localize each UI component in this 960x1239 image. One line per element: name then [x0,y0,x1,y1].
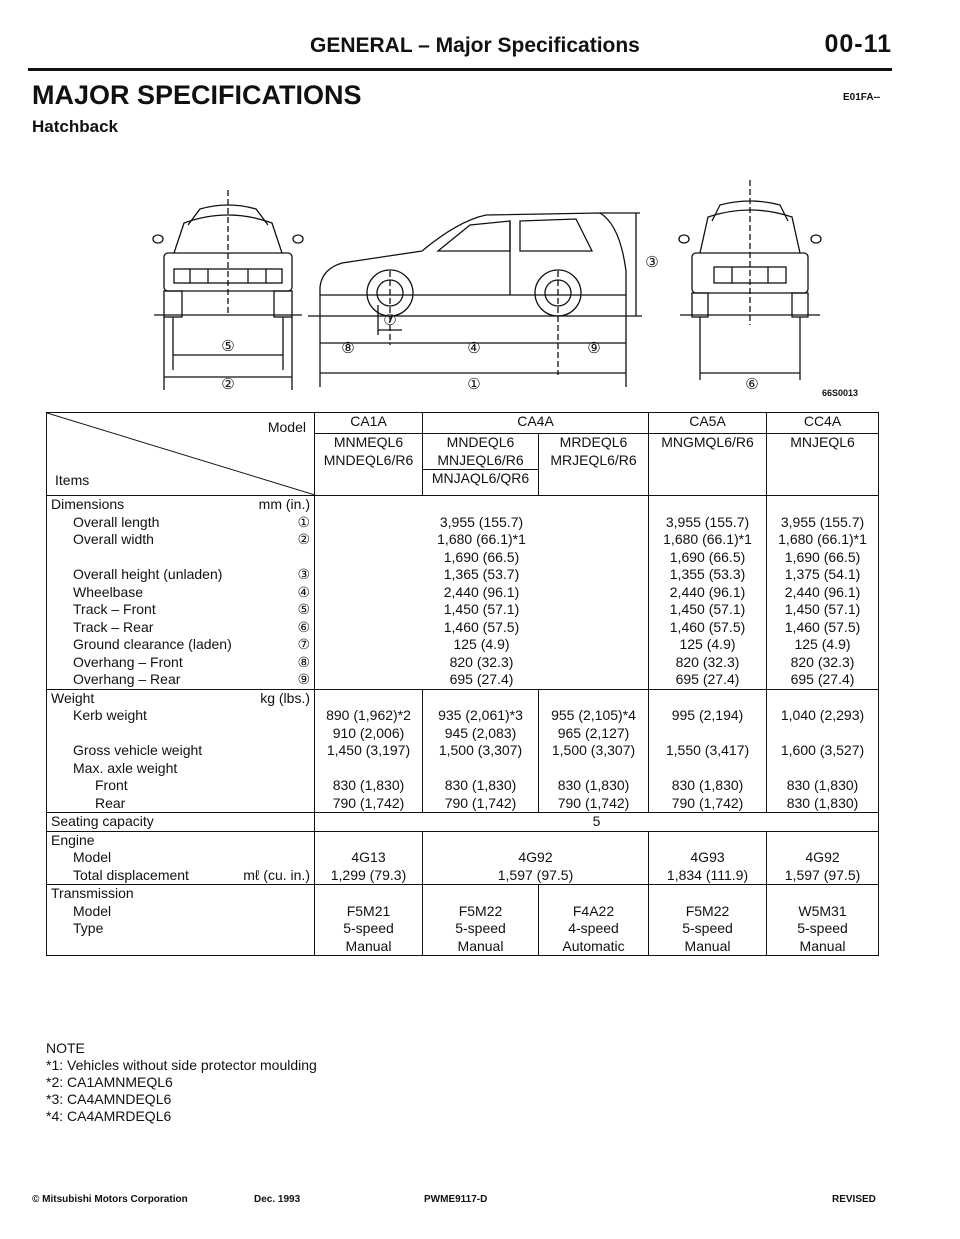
weight-value: 995 (2,194) [671,707,744,723]
dim-value: 1,690 (66.5) [669,548,746,565]
gross-weight-label: Gross vehicle weight [73,742,203,758]
dim-value: 820 (32.3) [790,653,855,670]
section-title: GENERAL – Major Specifications [310,34,640,57]
dim-value: 3,955 (155.7) [665,513,750,530]
transmission-kind: Manual [684,937,731,954]
dim-label: Ground clearance (laden) [73,636,232,652]
transmission-ca5a [649,885,767,956]
transmission-speeds: 5-speed [455,920,506,936]
dimensions-cc4a [767,496,879,690]
notes-section [46,1040,317,1125]
transmission-title: Transmission [51,885,134,901]
dim-label: Overhang – Rear [73,671,181,687]
weight-ca5a [649,689,767,813]
transmission-model: F5M22 [458,902,503,919]
dim-label: Overall length [73,513,160,530]
weight-value: 830 (1,830) [444,777,517,793]
transmission-speeds: 5-speed [343,920,394,936]
engine-model: 4G92 [805,849,840,865]
transmission-model: F5M21 [346,902,391,919]
dim-label: Overall height (unladen) [73,566,223,582]
model-ca5a: CA5A [649,413,767,434]
weight-header [51,690,310,708]
dim-value: 1,450 (57.1) [443,601,520,617]
weight-value: 890 (1,962)*2 [326,707,411,723]
dim-value: 695 (27.4) [449,671,514,687]
diagram-label-9: ⑨ [587,339,601,357]
transmission-model: F4A22 [572,902,615,919]
weight-ca1a [315,689,423,813]
page-number: 00-11 [824,30,892,58]
weight-value: 830 (1,830) [786,777,859,793]
reference-code: E01FA-- [843,92,881,103]
dim-label: Wheelbase [73,583,144,600]
dim-value: 1,680 (66.1)*1 [778,531,867,547]
transmission-section [47,885,879,956]
page-title: MAJOR SPECIFICATIONS [32,80,362,110]
variant-ca1a [315,434,423,496]
dim-value: 1,680 (66.1)*1 [663,531,752,547]
footer-date: Dec. 1993 [254,1194,301,1205]
weight-value: 790 (1,742) [671,794,744,811]
dim-label: Overall width [73,531,154,547]
weight-value: 955 (2,105)*4 [551,707,636,723]
note-title: NOTE [46,1040,85,1056]
dim-mark: ② [297,531,310,547]
seating-row [47,813,879,832]
axle-front-label: Front [95,777,128,793]
dim-value: 820 (32.3) [675,653,740,670]
transmission-labels [47,885,315,956]
front-view-drawing [153,190,303,390]
transmission-ca1a [315,885,423,956]
model-cc4a: CC4A [767,413,879,434]
footer-doc-code: PWME9117-D [424,1194,488,1205]
weight-value: 910 (2,006) [332,724,405,741]
dim-row-overhang-rear [51,671,310,689]
engine-ca1a [315,831,423,885]
engine-cc4a [767,831,879,885]
page-header [28,28,892,71]
dimensions-ca5a [649,496,767,690]
model-row [47,413,879,434]
dim-value: 1,355 (53.3) [669,566,746,582]
dim-label: Track – Front [73,601,156,617]
diagram-label-8: ⑧ [341,339,355,357]
dim-value: 695 (27.4) [675,671,740,687]
dim-mark: ① [297,513,310,530]
transmission-ca4a-2 [539,885,649,956]
note-item: *2: CA1AMNMEQL6 [46,1074,173,1090]
dim-mark: ⑧ [297,653,310,670]
dim-value: 1,450 (57.1) [669,601,746,617]
weight-value: 830 (1,830) [671,777,744,793]
dim-row-track-rear [51,619,310,637]
figure-code: 66S0013 [822,388,859,398]
engine-displacement: 1,834 (111.9) [666,866,749,883]
dimensions-unit: mm (in.) [258,496,310,512]
transmission-speeds: 5-speed [682,920,733,936]
engine-title: Engine [51,831,95,848]
dim-row-overhang-front [51,654,310,672]
weight-value: 830 (1,830) [786,794,859,811]
variant-code: MRDEQL6 [559,434,628,451]
engine-ca4a [423,831,649,885]
weight-ca4a-1 [423,689,539,813]
dimensions-ca1a-ca4a [315,496,649,690]
displacement-label: Total displacement [73,866,189,883]
transmission-ca4a-1 [423,885,539,956]
diagram-label-6: ⑥ [745,375,759,393]
weight-unit: kg (lbs.) [260,689,310,706]
weight-section [47,689,879,813]
diagram-label-3: ③ [645,253,659,271]
transmission-kind: Manual [345,937,392,954]
variant-code: MNJEQL6/R6 [437,451,524,468]
diagram-label-4: ④ [467,339,481,357]
dim-value: 1,460 (57.5) [669,618,746,635]
dim-row-overall-height [51,566,310,584]
dim-value: 2,440 (96.1) [443,583,520,600]
weight-value: 830 (1,830) [332,777,405,793]
footer-status: REVISED [832,1194,876,1205]
dim-value: 1,375 (54.1) [784,566,861,582]
engine-displacement: 1,597 (97.5) [784,866,861,883]
model-ca4a: CA4A [423,413,649,434]
dim-value: 820 (32.3) [449,653,514,670]
dim-row-spacer [51,549,310,567]
dim-value: 1,680 (66.1)*1 [437,531,526,547]
dim-mark: ⑨ [297,671,310,687]
items-label: Items [55,471,90,488]
variant-code: MNMEQL6 [333,434,404,451]
engine-displacement: 1,597 (97.5) [497,866,574,883]
transmission-type-label: Type [73,920,104,936]
transmission-kind: Automatic [562,937,625,954]
dim-value: 125 (4.9) [679,636,736,652]
note-item: *4: CA4AMRDEQL6 [46,1108,172,1124]
weight-labels [47,689,315,813]
engine-section [47,831,879,885]
dim-value: 1,690 (66.5) [784,548,861,565]
transmission-model: F5M22 [685,902,730,919]
engine-labels [47,831,315,885]
dim-mark: ③ [297,566,310,582]
weight-value: 1,550 (3,417) [665,742,750,758]
engine-model: 4G13 [351,849,386,865]
variant-code: MNJAQL6/QR6 [423,469,538,488]
engine-model: 4G92 [518,849,553,865]
kerb-weight-label: Kerb weight [73,707,147,723]
dim-value: 1,450 (57.1) [784,601,861,617]
weight-value: 790 (1,742) [332,794,405,811]
variant-ca4a-1 [423,434,539,496]
dim-value: 1,460 (57.5) [784,618,861,635]
dim-value: 125 (4.9) [453,636,510,652]
dim-mark: ⑤ [297,601,310,617]
dimensions-title: Dimensions [51,496,125,512]
dim-value: 2,440 (96.1) [784,583,861,600]
note-item: *3: CA4AMNDEQL6 [46,1091,172,1107]
weight-value: 790 (1,742) [557,794,630,811]
dimensions-section [47,496,879,690]
weight-value: 1,600 (3,527) [780,742,865,758]
weight-value: 1,450 (3,197) [326,742,411,758]
variant-code: MRJEQL6/R6 [550,451,637,468]
axle-weight-label: Max. axle weight [73,759,178,776]
displacement-unit: mℓ (cu. in.) [243,866,310,883]
weight-value: 1,500 (3,307) [551,742,636,758]
variant-cc4a: MNJEQL6 [767,434,879,496]
weight-value: 1,500 (3,307) [438,742,523,758]
engine-model-label: Model [73,849,112,865]
dim-value: 695 (27.4) [790,671,855,687]
weight-ca4a-2 [539,689,649,813]
transmission-speeds: 4-speed [568,920,619,936]
dim-value: 125 (4.9) [794,636,851,652]
body-type-subtitle: Hatchback [32,117,118,136]
weight-cc4a [767,689,879,813]
model-label: Model [267,419,306,435]
variant-code: MNDEQL6/R6 [323,451,414,468]
dim-value: 1,365 (53.7) [443,566,520,582]
vehicle-dimension-diagram [140,175,880,405]
dim-value: 2,440 (96.1) [669,583,746,600]
diagram-label-7: ⑦ [383,311,397,329]
model-ca1a: CA1A [315,413,423,434]
transmission-kind: Manual [457,937,504,954]
footer-copyright: © Mitsubishi Motors Corporation [32,1194,188,1205]
dimensions-labels [47,496,315,690]
weight-value: 935 (2,061)*3 [438,707,523,723]
variant-ca4a-2 [539,434,649,496]
transmission-kind: Manual [799,937,846,954]
items-model-corner [47,413,315,496]
dim-label: Overhang – Front [73,653,183,670]
weight-title: Weight [51,689,95,706]
weight-value: 945 (2,083) [444,724,517,741]
transmission-speeds: 5-speed [797,920,848,936]
transmission-model: W5M31 [798,902,847,919]
engine-model: 4G93 [690,849,725,865]
dim-value: 3,955 (155.7) [780,513,865,530]
variant-ca5a: MNGMQL6/R6 [649,434,767,496]
side-view-drawing [308,213,642,387]
weight-value: 830 (1,830) [557,777,630,793]
dim-row-overall-width [51,531,310,549]
dim-value: 3,955 (155.7) [439,513,524,530]
seating-value: 5 [315,813,879,832]
transmission-cc4a [767,885,879,956]
diagram-label-1: ① [467,375,481,393]
dimensions-header [51,496,310,514]
weight-value: 790 (1,742) [444,794,517,811]
dim-value: 1,690 (66.5) [443,548,520,565]
note-item: *1: Vehicles without side protector moulding [46,1057,317,1073]
axle-rear-label: Rear [95,794,126,811]
dim-label: Track – Rear [73,618,154,635]
transmission-model-label: Model [73,902,112,919]
engine-displacement-row [51,867,310,885]
engine-displacement: 1,299 (79.3) [330,866,407,883]
dim-row-wheelbase [51,584,310,602]
dim-mark: ④ [297,583,310,600]
dim-row-overall-length [51,514,310,532]
variant-code: MNDEQL6 [446,434,515,451]
dim-row-ground-clearance [51,636,310,654]
weight-value: 965 (2,127) [557,724,630,741]
dim-mark: ⑦ [297,636,310,652]
diagram-label-5: ⑤ [221,337,235,355]
weight-value: 1,040 (2,293) [780,707,865,723]
specifications-table [46,412,879,956]
engine-ca5a [649,831,767,885]
dim-mark: ⑥ [297,618,310,635]
rear-view-drawing [679,180,821,380]
dim-value: 1,460 (57.5) [443,618,520,635]
diagram-label-2: ② [221,375,235,393]
seating-label: Seating capacity [47,813,315,832]
dim-row-track-front [51,601,310,619]
